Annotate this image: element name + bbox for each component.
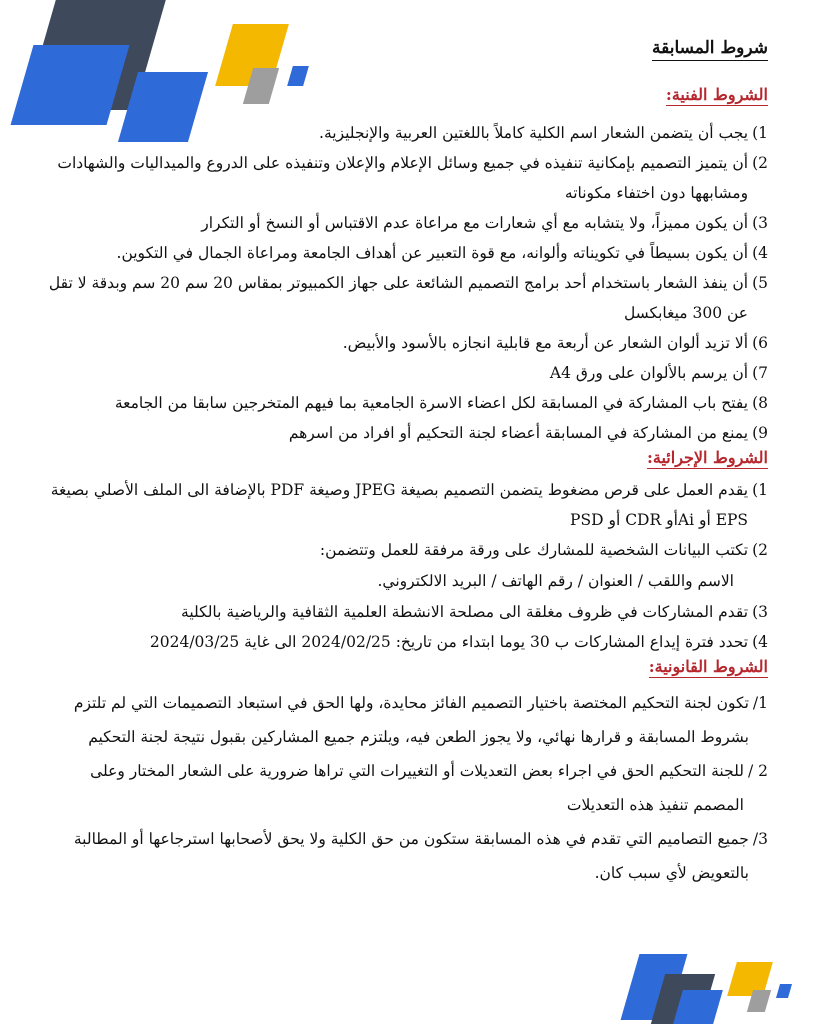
page-title: شروط المسابقة xyxy=(652,38,768,61)
list-item xyxy=(40,268,768,328)
item-text: يفتح باب المشاركة في المسابقة لكل اعضاء الاسرة الجامعية بما فيهم المتخرجين سابقا من الجامعة xyxy=(114,394,749,412)
item-number: 2) xyxy=(752,154,768,172)
item-number: 4) xyxy=(752,244,768,262)
section-heading-procedural: الشروط الإجرائية: xyxy=(646,448,768,467)
item-text: جميع التصاميم التي تقدم في هذه المسابقة ستكون من حق الكلية ولا يحق لأصحابها استرجاعها أو المطالبة بالتعويض لأي سبب كان. xyxy=(73,830,749,882)
technical-conditions-list xyxy=(40,118,768,448)
item-text: يقدم العمل على قرص مضغوط يتضمن التصميم بصيغة JPEG وصيغة PDF بالإضافة الى الملف الأصلي بصيغة EPS أو Aiأو CDR أو PSD xyxy=(50,481,749,529)
item-text: أن يكون مميزاً، ولا يتشابه مع أي شعارات مع مراعاة عدم الاقتباس أو النسخ أو التكرار xyxy=(201,214,749,232)
list-item xyxy=(40,328,768,358)
item-number: 1) xyxy=(752,124,768,142)
item-text: يجب أن يتضمن الشعار اسم الكلية كاملاً باللغتين العربية والإنجليزية. xyxy=(319,124,749,142)
procedural-conditions-list xyxy=(40,475,768,657)
item-number: 3) xyxy=(752,603,768,621)
item-number: 9) xyxy=(752,424,768,442)
item-number: 2 / xyxy=(747,762,768,780)
list-item xyxy=(40,597,768,627)
list-item xyxy=(40,208,768,238)
item-number: 1/ xyxy=(752,694,768,712)
item-number: 3) xyxy=(752,214,768,232)
section-heading-legal: الشروط القانونية: xyxy=(648,657,768,676)
item-text: تحدد فترة إيداع المشاركات ب 30 يوما ابتداء من تاريخ: 2024/02/25 الى غاية 2024/03/25 xyxy=(149,633,749,651)
item-number: 2) xyxy=(752,541,768,559)
item-text: للجنة التحكيم الحق في اجراء بعض التعديلات أو التغييرات التي تراها ضرورية على الشعار المختار وعلى المصمم تنفيذ هذه التعديلات xyxy=(90,762,744,814)
list-item xyxy=(40,148,768,208)
item-text: تقدم المشاركات في ظروف مغلقة الى مصلحة الانشطة العلمية الثقافية والرياضية بالكلية xyxy=(181,603,749,621)
list-item xyxy=(40,388,768,418)
section-legal xyxy=(40,657,768,890)
item-number: 1) xyxy=(752,481,768,499)
list-item xyxy=(40,754,768,822)
deco-blue-square-tiny xyxy=(776,984,792,998)
item-number: 5) xyxy=(752,274,768,292)
document-body xyxy=(40,38,768,890)
section-heading-technical: الشروط الفنية: xyxy=(665,85,768,104)
list-item xyxy=(40,118,768,148)
item-number: 6) xyxy=(752,334,768,352)
list-item xyxy=(40,238,768,268)
list-item xyxy=(40,686,768,754)
item-number: 3/ xyxy=(752,830,768,848)
decorative-shapes-bottom xyxy=(600,950,813,1024)
list-item xyxy=(40,418,768,448)
item-number: 7) xyxy=(752,364,768,382)
item-text: يمنع من المشاركة في المسابقة أعضاء لجنة التحكيم أو افراد من اسرهم xyxy=(288,424,749,442)
item-number: 8) xyxy=(752,394,768,412)
legal-conditions-list xyxy=(40,686,768,890)
list-item xyxy=(40,627,768,657)
item-text: أن يرسم بالألوان على ورق A4 xyxy=(549,364,749,382)
title-row xyxy=(40,38,768,61)
section-technical xyxy=(40,85,768,448)
item-number: 4) xyxy=(752,633,768,651)
item-text: أن ينفذ الشعار باستخدام أحد برامج التصميم الشائعة على جهاز الكمبيوتر بمقاس 20 سم 20 سم وبدقة لا تقل عن 300 ميغابكسل xyxy=(48,274,749,322)
section-procedural xyxy=(40,448,768,657)
item-text: ألا تزيد ألوان الشعار عن أربعة مع قابلية انجازه بالأسود والأبيض. xyxy=(342,334,749,352)
list-item xyxy=(40,475,768,535)
item-text: أن يتميز التصميم بإمكانية تنفيذه في جميع وسائل الإعلام والإعلان وتنفيذه على الدروع والميداليات والشهادات ومشابهها دون اختفاء مكوناته xyxy=(57,154,749,202)
list-subitem: الاسم واللقب / العنوان / رقم الهاتف / البريد الالكتروني. xyxy=(377,572,734,590)
list-item xyxy=(40,358,768,388)
item-text: تكتب البيانات الشخصية للمشارك على ورقة مرفقة للعمل وتتضمن: xyxy=(319,541,749,559)
list-item xyxy=(40,822,768,890)
list-item xyxy=(40,535,768,565)
deco-blue-parallelogram-small xyxy=(673,990,723,1024)
item-text: تكون لجنة التحكيم المختصة باختيار التصميم الفائز محايدة، ولها الحق في استبعاد التصميمات التي لم تلتزم بشروط المسابقة و قرارها نهائي، ولا يجوز الطعن فيه، ويلتزم جميع المشاركين بقبول نتيجة لجنة التحكيم xyxy=(73,694,749,746)
item-text: أن يكون بسيطاً في تكويناته وألوانه، مع قوة التعبير عن أهداف الجامعة ومراعاة الجمال في التكوين. xyxy=(116,244,749,262)
